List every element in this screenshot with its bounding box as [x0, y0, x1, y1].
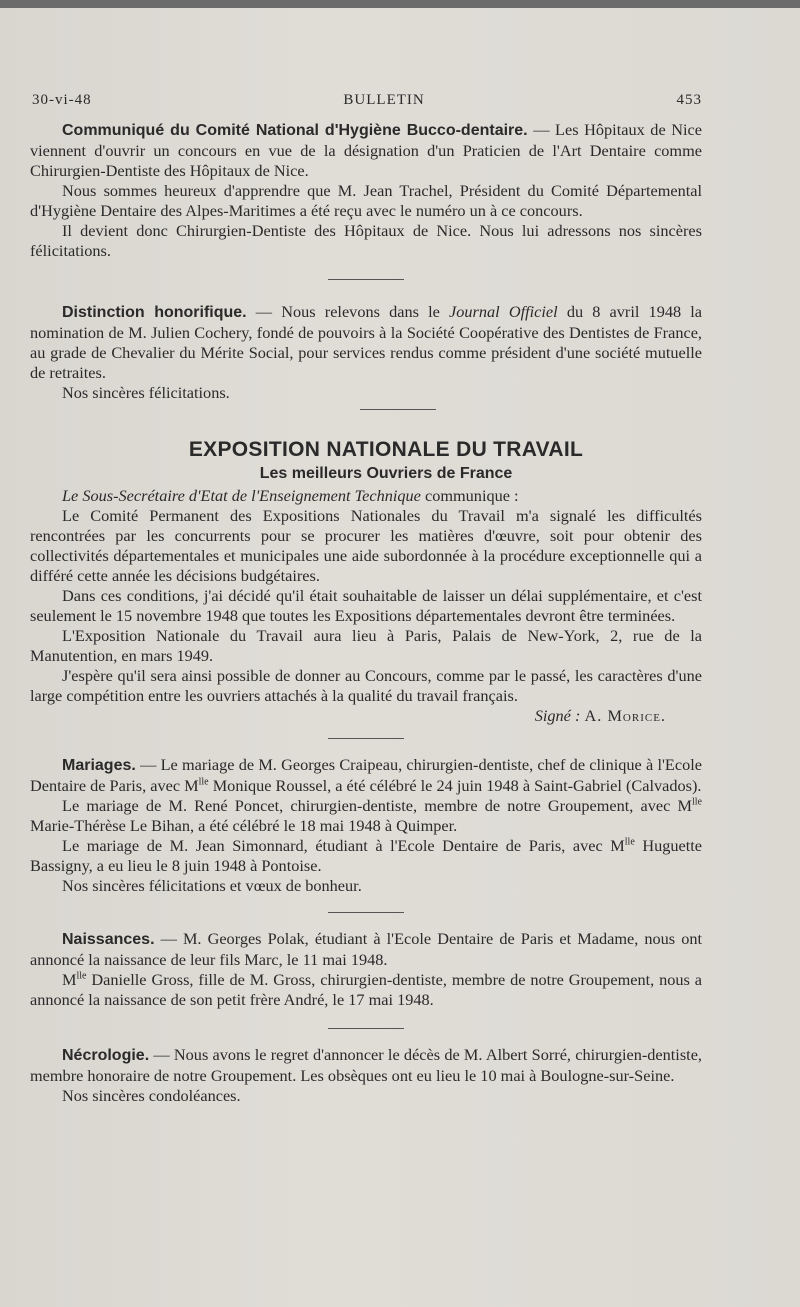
- naissances-para-2: $M^{lle}$ Danielle Gross, fille de M. Gross, chirurgien-dentiste, membre de notre Groupement, nous a annoncé la naissance de son petit frère André, le 17 mai 1948.: [30, 970, 702, 1009]
- article-column: [30, 120, 702, 1106]
- necrologie-title: Nécrologie.: [62, 1047, 150, 1064]
- mariages-para-3: Le mariage de M. Jean Simonnard, étudiant à l'Ecole Dentaire de Paris, avec $M^{lle}$ Huguette Bassigny, a eu lieu le 8 juin 1948 à Pontoise.: [30, 836, 703, 875]
- header-title: BULLETIN: [343, 92, 425, 108]
- mariages-para-1: Mariages. — Le mariage de M. Georges Craipeau, chirurgien-dentiste, chef de clinique à l'Ecole Dentaire de Paris, avec $M^{lle}$ Monique Roussel, a été célébré le 24 juin 1948 à Saint-Gabriel (Calvados).: [30, 755, 702, 795]
- distinction-para-2: Nos sincères félicitations.: [62, 383, 230, 402]
- distinction-title: Distinction honorifique.: [62, 304, 247, 321]
- necrologie-para-2: Nos sincères condoléances.: [62, 1086, 241, 1105]
- communique-para-2: Nous sommes heureux d'apprendre que M. Jean Trachel, Président du Comité Départemental d'Hygiène Dentaire des Alpes-Maritimes a été reçu avec le numéro un à ce concours.: [30, 181, 702, 220]
- naissances-title: Naissances.: [62, 931, 155, 948]
- exposition-para-5: J'espère qu'il sera ainsi possible de donner au Concours, comme par le passé, les caractères d'une large compétition entre les ouvriers attachés à la qualité du travail français.: [30, 666, 702, 705]
- exposition-para-1: Le Sous-Secrétaire d'Etat de l'Enseignement Technique communique :: [62, 486, 519, 505]
- separator-rule: [328, 1028, 404, 1029]
- running-header: [32, 92, 702, 109]
- exposition-para-2: Le Comité Permanent des Expositions Nationales du Travail m'a signalé les difficultés rencontrées par les concurrents pour se procurer les matières d'œuvre, soit pour obtenir des collectivités départementales et municipales une aide subordonnée à la procédure exceptionnelle qui a différé cette année les décisions budgétaires.: [30, 506, 702, 585]
- communique-title: Communiqué du Comité National d'Hygiène Bucco-dentaire.: [62, 122, 528, 139]
- section-mariages: [30, 755, 702, 896]
- section-exposition: [30, 440, 702, 726]
- communique-para-3: Il devient donc Chirurgien-Dentiste des Hôpitaux de Nice. Nous lui adressons nos sincères félicitations.: [30, 221, 702, 260]
- scan-edge: [0, 0, 800, 8]
- mariages-title: Mariages.: [62, 757, 136, 774]
- section-naissances: [30, 929, 702, 1010]
- communique-para-1: Communiqué du Comité National d'Hygiène Bucco-dentaire. — Les Hôpitaux de Nice viennent d'ouvrir un concours en vue de la désignation d'un Praticien de l'Art Dentaire comme Chirurgien-Dentiste des Hôpitaux de Nice.: [30, 120, 702, 180]
- header-date: 30-vi-48: [32, 92, 92, 108]
- mariages-para-2: Le mariage de M. René Poncet, chirurgien-dentiste, membre de notre Groupement, avec $M^{lle}$ Marie-Thérèse Le Bihan, a été célébré le 18 mai 1948 à Quimper.: [30, 796, 702, 835]
- necrologie-para-1: Nécrologie. — Nous avons le regret d'annoncer le décès de M. Albert Sorré, chirurgien-dentiste, membre honoraire de notre Groupement. Les obsèques ont eu lieu le 10 mai à Boulogne-sur-Seine.: [30, 1045, 702, 1085]
- signature: Signé : A. Morice.: [534, 706, 666, 725]
- exposition-subheading: Les meilleurs Ouvriers de France: [259, 465, 513, 482]
- section-necrologie: [30, 1045, 702, 1106]
- separator-rule: [328, 738, 404, 739]
- page-number: 453: [676, 92, 702, 108]
- section-communique: [30, 120, 702, 261]
- separator-rule: [328, 912, 404, 913]
- exposition-para-3: Dans ces conditions, j'ai décidé qu'il était souhaitable de laisser un délai supplémentaire, et c'est seulement le 15 novembre 1948 que toutes les Expositions départementales devront être terminées.: [30, 586, 702, 625]
- naissances-para-1: Naissances. — M. Georges Polak, étudiant à l'Ecole Dentaire de Paris et Madame, nous ont annoncé la naissance de leur fils Marc, le 11 mai 1948.: [30, 929, 702, 969]
- exposition-heading: EXPOSITION NATIONALE DU TRAVAIL: [188, 438, 584, 461]
- distinction-para-1: Distinction honorifique. — Nous relevons dans le Journal Officiel du 8 avril 1948 la nomination de M. Julien Cochery, fondé de pouvoirs à la Société Coopérative des Dentistes de France, au grade de Chevalier du Mérite Social, pour services rendus comme président d'une société mutuelle de retraites.: [30, 302, 703, 382]
- signature-name: A. Morice.: [580, 706, 666, 725]
- exposition-para-4: L'Exposition Nationale du Travail aura lieu à Paris, Palais de New-York, 2, rue de la Manutention, en mars 1949.: [30, 626, 702, 665]
- separator-rule: [360, 409, 436, 410]
- section-distinction: [30, 302, 702, 403]
- separator-rule: [328, 279, 404, 280]
- mariages-para-4: Nos sincères félicitations et vœux de bonheur.: [62, 876, 362, 895]
